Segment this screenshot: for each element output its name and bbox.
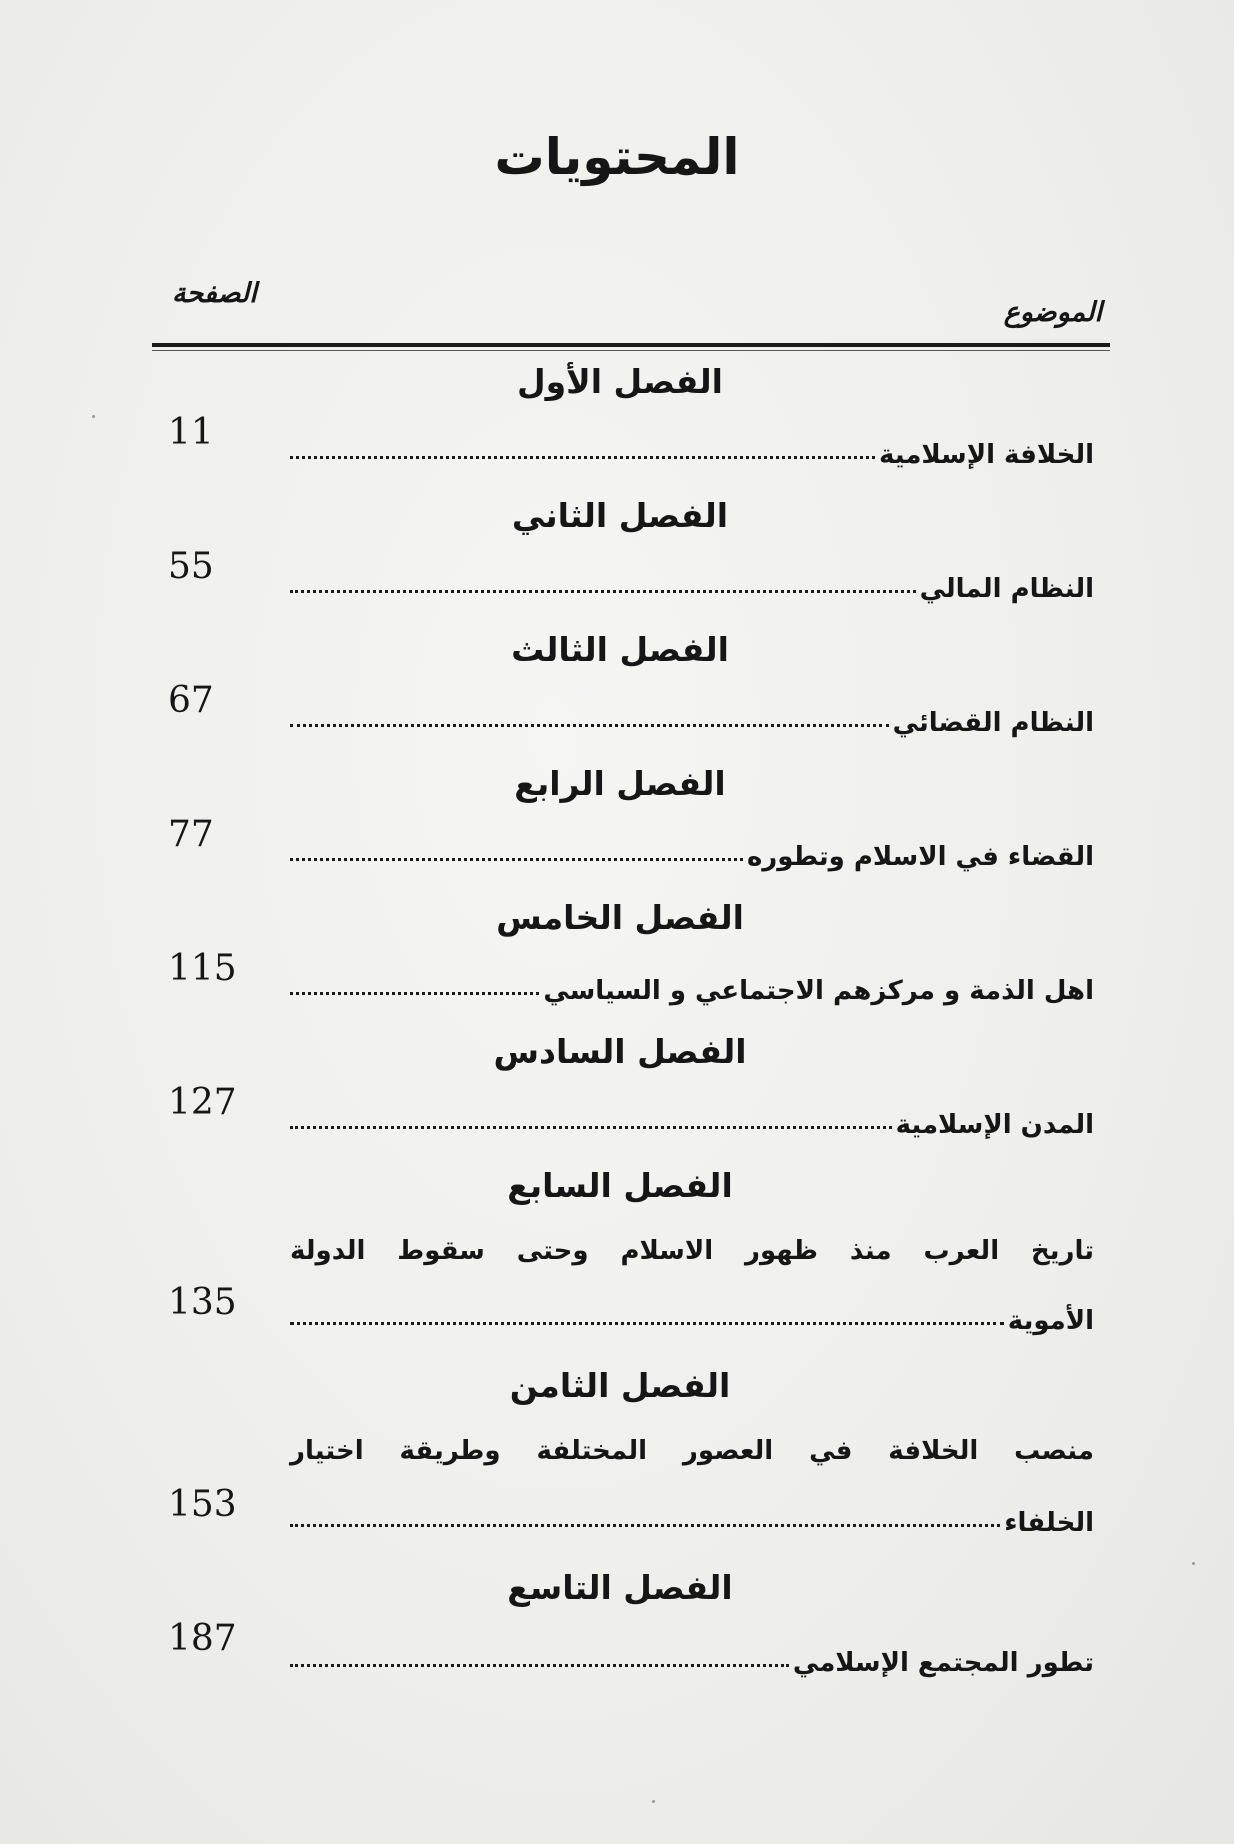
chapter-1-title: الخلافة الإسلامية [878, 440, 1094, 470]
chapter-9-page-number: 187 [168, 1618, 237, 1659]
chapter-4-dot-leader [290, 858, 743, 861]
chapter-6-entry [290, 1110, 1094, 1140]
chapter-2-title: النظام المالي [919, 574, 1094, 604]
scan-speck [92, 415, 95, 418]
chapter-2-dot-leader [290, 590, 916, 593]
chapter-7-dot-leader [290, 1322, 1004, 1325]
chapter-1-page-number: 11 [168, 412, 214, 453]
column-header-topic: الموضوع [1003, 297, 1102, 328]
page-title: المحتويات [494, 128, 740, 186]
chapter-8-title-line-2: الخلفاء [1004, 1508, 1094, 1538]
chapter-4-title: القضاء في الاسلام وتطوره [746, 842, 1094, 872]
chapter-3-entry [290, 708, 1094, 738]
header-rule-thin [152, 350, 1110, 351]
chapter-6-page-number: 127 [168, 1082, 237, 1123]
chapter-7-page-number: 135 [168, 1282, 237, 1323]
header-rule [152, 343, 1110, 347]
scan-speck [1192, 1562, 1195, 1565]
chapter-5-page-number: 115 [168, 948, 237, 989]
chapter-8-dot-leader [290, 1524, 1000, 1527]
chapter-1-entry [290, 440, 1094, 470]
chapter-5-heading: الفصل الخامس [496, 898, 744, 937]
chapter-7-title-line-1: تاريخ العرب منذ ظهور الاسلام وحتى سقوط الدولة [290, 1236, 1094, 1266]
scan-speck [652, 1800, 655, 1803]
chapter-9-heading: الفصل التاسع [507, 1568, 733, 1607]
chapter-1-heading: الفصل الأول [517, 362, 723, 401]
chapter-7-entry [290, 1306, 1094, 1336]
chapter-4-heading: الفصل الرابع [514, 764, 726, 803]
chapter-8-title-line-1: منصب الخلافة في العصور المختلفة وطريقة اختيار [290, 1436, 1094, 1466]
chapter-2-page-number: 55 [168, 546, 214, 587]
chapter-9-dot-leader [290, 1664, 789, 1667]
chapter-3-page-number: 67 [168, 680, 214, 721]
chapter-3-dot-leader [290, 724, 889, 727]
chapter-4-entry [290, 842, 1094, 872]
chapter-9-title: تطور المجتمع الإسلامي [792, 1648, 1094, 1678]
chapter-5-entry [290, 976, 1094, 1006]
chapter-6-title: المدن الإسلامية [895, 1110, 1094, 1140]
chapter-8-entry [290, 1508, 1094, 1538]
chapter-6-dot-leader [290, 1126, 892, 1129]
chapter-6-heading: الفصل السادس [493, 1032, 747, 1071]
chapter-1-dot-leader [290, 456, 875, 459]
chapter-3-title: النظام القضائي [892, 708, 1094, 738]
chapter-3-heading: الفصل الثالث [511, 630, 729, 669]
chapter-2-heading: الفصل الثاني [511, 496, 729, 535]
chapter-5-title: اهل الذمة و مركزهم الاجتماعي و السياسي [543, 976, 1094, 1006]
chapter-5-dot-leader [290, 992, 539, 995]
chapter-8-page-number: 153 [168, 1484, 237, 1525]
column-header-page: الصفحة [172, 278, 257, 309]
chapter-9-entry [290, 1648, 1094, 1678]
chapter-2-entry [290, 574, 1094, 604]
chapter-7-title-line-2: الأموية [1007, 1306, 1094, 1336]
chapter-4-page-number: 77 [168, 814, 214, 855]
chapter-8-heading: الفصل الثامن [509, 1366, 731, 1405]
chapter-7-heading: الفصل السابع [507, 1166, 733, 1205]
